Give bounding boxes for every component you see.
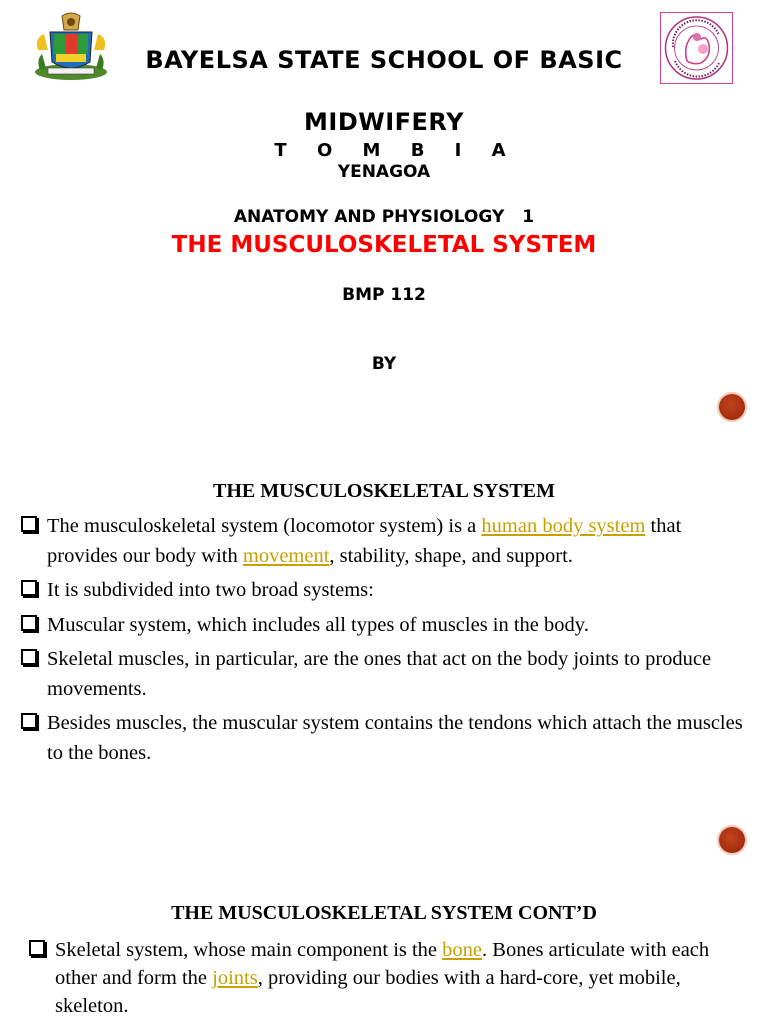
slide-heading: THE MUSCULOSKELETAL SYSTEM — [213, 480, 555, 502]
nav-dot-icon[interactable] — [719, 827, 745, 853]
bullet-text: Skeletal system, whose main component is the — [55, 939, 443, 961]
bullet-text: Skeletal muscles, in particular, are the ones that act on the body joints to produce movements. — [47, 648, 712, 700]
by-label: BY — [371, 354, 397, 374]
topic-title: THE MUSCULOSKELETAL SYSTEM — [171, 232, 597, 258]
bullet-list — [20, 512, 750, 773]
location-town: T O M B I A — [274, 140, 518, 161]
school-name-line2: MIDWIFERY — [304, 108, 464, 136]
bullet-text: . Bones articulate with each other and form the — [55, 939, 710, 989]
course-name: ANATOMY AND PHYSIOLOGY — [233, 207, 505, 227]
course-title — [0, 207, 768, 227]
joints-link[interactable]: joints — [212, 967, 258, 989]
bone-link[interactable]: bone — [442, 939, 483, 961]
course-code: BMP 112 — [342, 285, 426, 305]
bullet-text: , providing our bodies with a hard-core, yet mobile, skeleton. — [55, 967, 681, 1017]
list-item — [20, 709, 750, 768]
list-item — [20, 645, 750, 704]
bullet-text: Muscular system, which includes all types of muscles in the body. — [47, 613, 589, 636]
bullet-text: that provides our body with — [47, 515, 682, 567]
bullet-text: It is subdivided into two broad systems: — [47, 579, 374, 601]
checkbox-bullet-icon — [21, 649, 37, 665]
checkbox-bullet-icon — [21, 713, 37, 729]
slide-heading: THE MUSCULOSKELETAL SYSTEM CONT’D — [171, 902, 597, 924]
bullet-text: Besides muscles, the muscular system contains the tendons which attach the muscles to the bones. — [47, 712, 743, 764]
checkbox-bullet-icon — [21, 615, 37, 631]
bullet-text: , stability, shape, and support. — [329, 544, 573, 567]
list-item — [28, 936, 728, 1020]
bullet-list — [28, 936, 728, 1020]
checkbox-bullet-icon — [21, 580, 37, 596]
course-number: 1 — [522, 207, 535, 227]
nav-dot-icon[interactable] — [719, 394, 745, 420]
location-city: YENAGOA — [337, 162, 431, 182]
list-item — [20, 512, 750, 571]
list-item — [20, 611, 750, 641]
checkbox-bullet-icon — [21, 516, 37, 532]
human-body-system-link[interactable]: human body system — [481, 515, 646, 537]
movement-link[interactable]: movement — [242, 544, 330, 567]
checkbox-bullet-icon — [29, 940, 45, 956]
school-name-line1: BAYELSA STATE SCHOOL OF BASIC — [145, 46, 623, 74]
list-item — [20, 576, 750, 606]
bullet-text: The musculoskeletal system (locomotor system) is a — [47, 515, 482, 537]
